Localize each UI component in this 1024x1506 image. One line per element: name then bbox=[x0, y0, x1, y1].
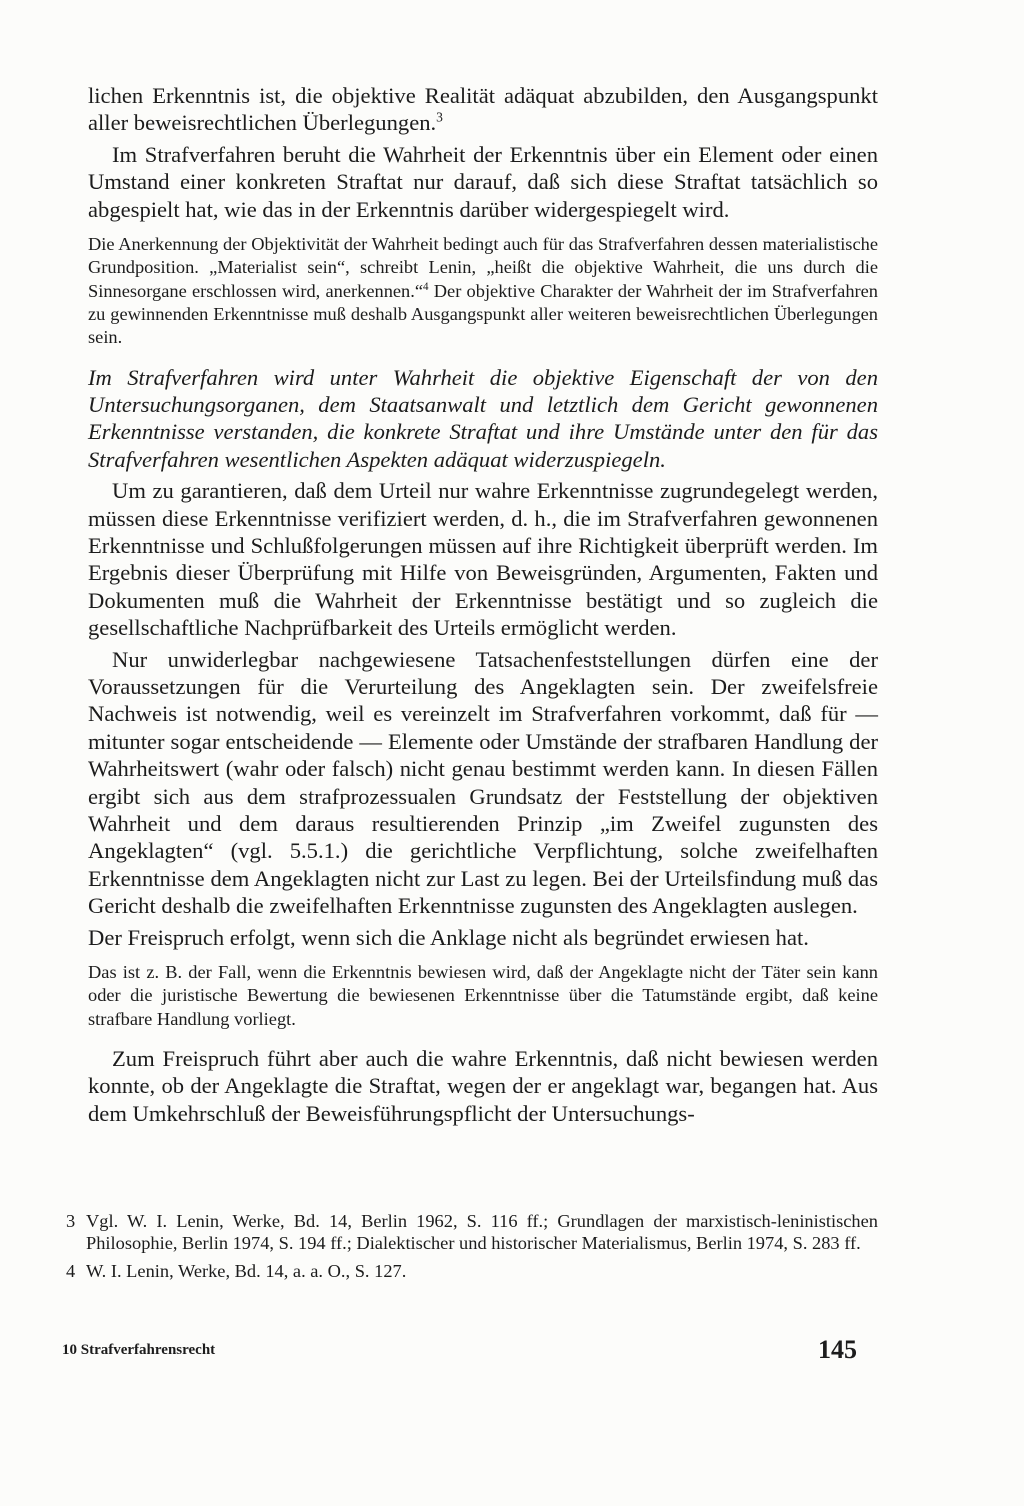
small-print-quote: Die Anerkennung der Objektivität der Wahrheit bedingt auch für das Strafverfahren dessen materialistische Grundposition. „Materialist sein“, schreibt Lenin, „heißt die objektive Wahrheit, die uns durch die Sinnesorgane erschlossen wird, anerkennen.“ bbox=[88, 234, 878, 301]
small-print-block-1 bbox=[88, 233, 878, 349]
page-number: 145 bbox=[818, 1335, 857, 1364]
main-text bbox=[88, 82, 878, 1131]
paragraph-1 bbox=[88, 82, 878, 137]
paragraph-verification: Um zu garantieren, daß dem Urteil nur wahre Erkenntnisse zugrundegelegt werden, müssen diese Erkenntnisse verifiziert werden, d. h., die im Strafverfahren gewonnenen Erkenntnisse und Schlußfolgerungen müssen auf ihre Richtigkeit überprüft werden. Im Ergebnis dieser Überprüfung mit Hilfe von Beweisgründen, Argumenten, Fakten und Dokumenten muß die Wahrheit der Erkenntnisse bestätigt und so zugleich die gesellschaftliche Nachprüfbarkeit des Urteils ermöglicht werden. bbox=[88, 478, 878, 641]
footnote-ref-3[interactable]: 3 bbox=[436, 109, 443, 125]
footnote-4 bbox=[66, 1260, 878, 1282]
paragraph-proof: Nur unwiderlegbar nachgewiesene Tatsachenfeststellungen dürfen eine der Voraussetzungen für die Verurteilung des Angeklagten sein. Der zweifelsfreie Nachweis ist notwendig, weil es vereinzelt im Strafverfahren vorkommt, daß für — mitunter sogar entscheidende — Elemente oder Umstände der strafbaren Handlung der Wahrheitswert (wahr oder falsch) nicht genau bestimmt werden kann. In diesen Fällen ergibt sich aus dem strafprozessualen Grundsatz der Feststellung der objektiven Wahrheit und dem daraus resultierenden Prinzip „im Zweifel zugunsten des Angeklagten“ (vgl. 5.5.1.) die gerichtliche Verpflichtung, solche zweifelhaften Erkenntnisse dem Angeklagten nicht zur Last zu legen. Bei der Urteilsfindung muß das Gericht deshalb die zweifelhaften Erkenntnisse zugunsten des Angeklagten auslegen. bbox=[88, 646, 878, 919]
footnote-ref-4[interactable]: 4 bbox=[423, 280, 429, 293]
footnote-text: Vgl. W. I. Lenin, Werke, Bd. 14, Berlin 1962, S. 116 ff.; Grundlagen der marxistisch-leninistischen Philosophie, Berlin 1974, S. 194 ff.; Dialektischer und historischer Materialismus, Berlin 1974, S. 283 ff. bbox=[86, 1211, 878, 1254]
footnote-3 bbox=[66, 1210, 878, 1254]
footnote-number: 3 bbox=[66, 1211, 76, 1231]
footnote-number: 4 bbox=[66, 1261, 76, 1282]
paragraph-acquittal: Der Freispruch erfolgt, wenn sich die Anklage nicht als begründet erwiesen hat. bbox=[88, 924, 809, 950]
footnote-text: W. I. Lenin, Werke, Bd. 14, a. a. O., S. 127. bbox=[86, 1261, 407, 1282]
footnotes bbox=[66, 1210, 878, 1289]
small-print-conclusion: Der objektive Charakter der Wahrheit der im Strafverfahren zu gewinnenden Erkenntnisse muß deshalb Ausgangspunkt aller weiteren beweisrechtlichen Überlegungen sein. bbox=[88, 280, 878, 348]
paragraph-2: Im Strafverfahren beruht die Wahrheit der Erkenntnis über ein Element oder einen Umstand einer konkreten Straftat nur darauf, daß sich diese Straftat tatsächlich so abgespielt hat, wie das in der Erkenntnis darüber widergespiegelt wird. bbox=[88, 141, 878, 222]
paragraph-1-text: lichen Erkenntnis ist, die objektive Realität adäquat abzubilden, den Ausgangspunkt aller beweisrechtlichen Überlegungen. bbox=[88, 83, 878, 136]
definition-paragraph: Im Strafverfahren wird unter Wahrheit die objektive Eigenschaft der von den Untersuchungsorganen, dem Staatsanwalt und letztlich dem Gericht gewonnenen Erkenntnisse verstanden, die konkrete Straftat und ihre Umstände unter den für das Strafverfahren wesentlichen Aspekten adäquat widerzuspiegeln. bbox=[88, 364, 878, 472]
printer-signature: 10 Strafverfahrensrecht bbox=[62, 1342, 216, 1358]
small-print-block-2: Das ist z. B. der Fall, wenn die Erkenntnis bewiesen wird, daß der Angeklagte nicht der Täter sein kann oder die juristische Bewertung die bewiesenen Erkenntnisse über die Tatumstände ergibt, daß keine strafbare Handlung vorliegt. bbox=[88, 962, 878, 1029]
paragraph-acquittal-2: Zum Freispruch führt aber auch die wahre Erkenntnis, daß nicht bewiesen werden konnte, ob der Angeklagte die Straftat, wegen der er angeklagt war, begangen hat. Aus dem Umkehrschluß der Beweisführungspflicht der Untersuchungs- bbox=[88, 1045, 878, 1126]
